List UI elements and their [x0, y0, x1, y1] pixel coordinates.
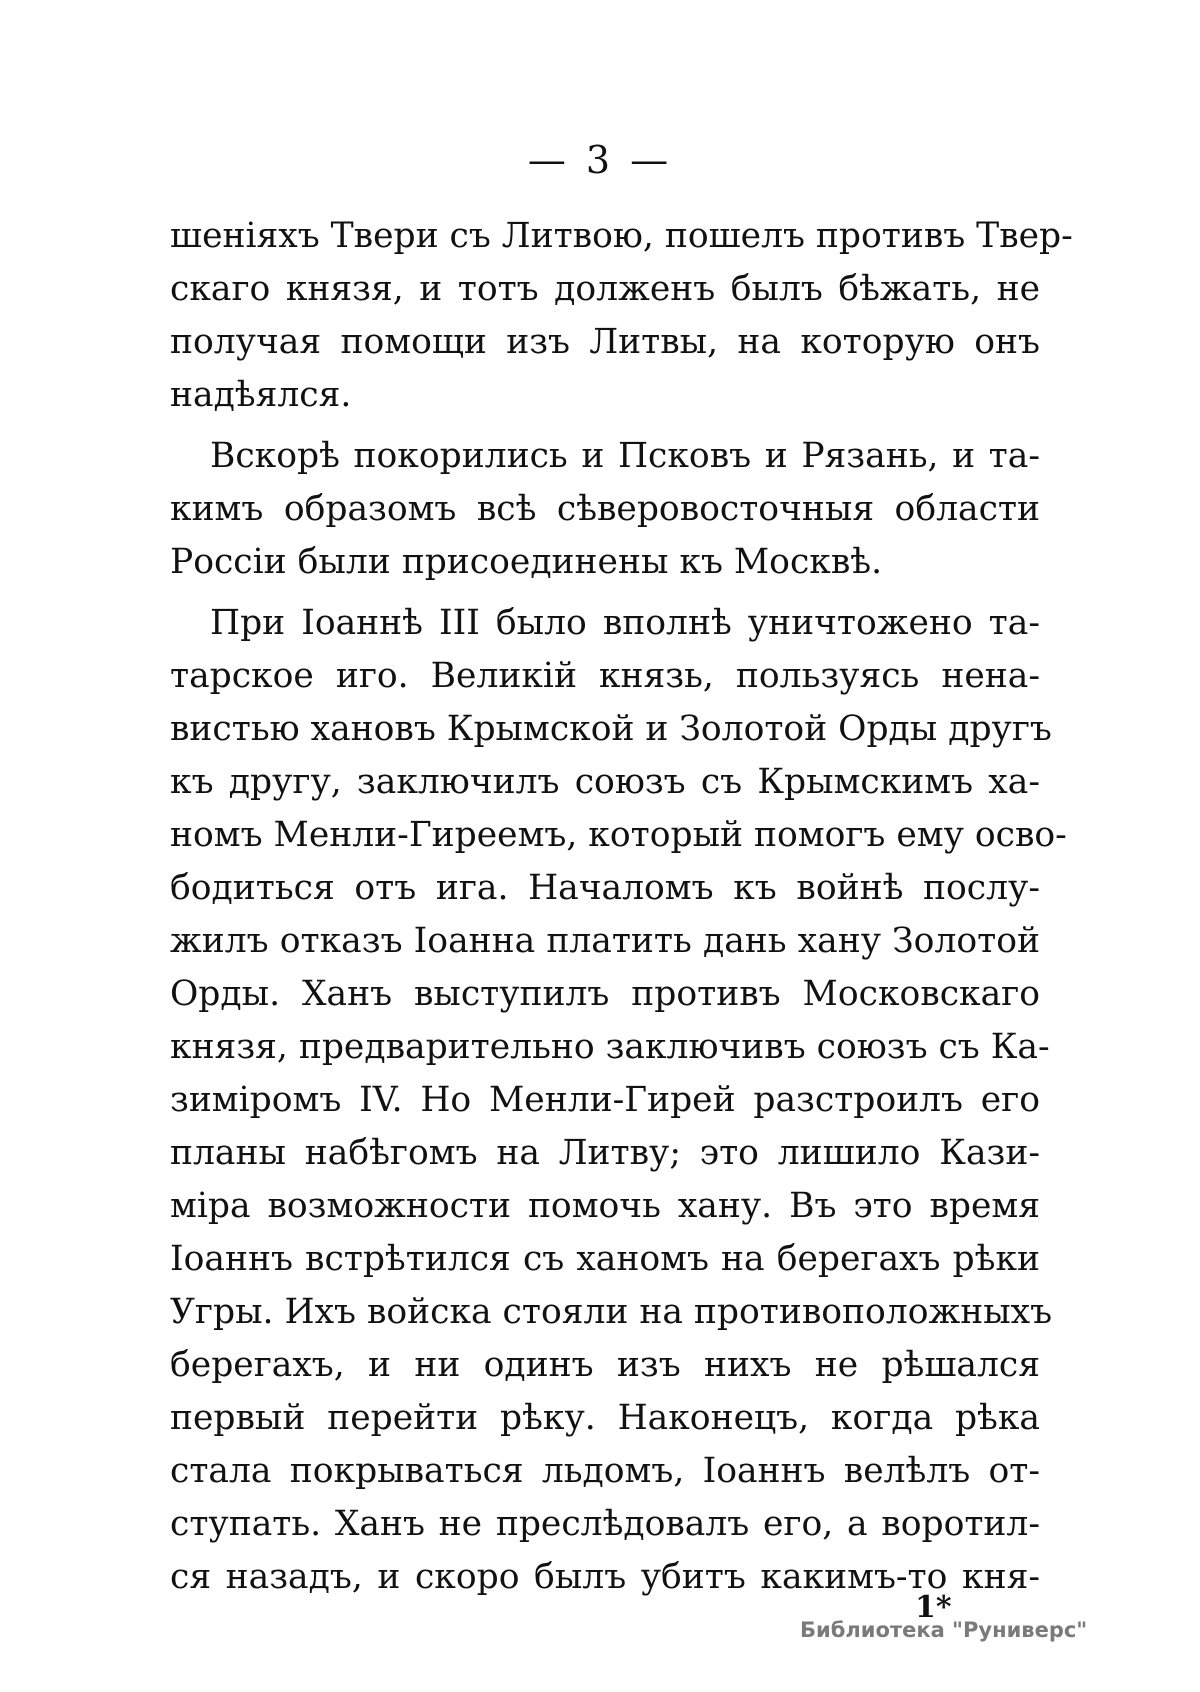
text-line: Іоаннъ встрѣтился съ ханомъ на берегахъ рѣки	[170, 1239, 1040, 1279]
text-line: планы набѣгомъ на Литву; это лишило Кази-	[170, 1133, 1040, 1173]
text-line: ступать. Ханъ не преслѣдовалъ его, а воротил-	[170, 1504, 1040, 1544]
text-line: князя, предварительно заключивъ союзъ съ Ка-	[170, 1027, 1050, 1067]
text-line: Вскорѣ покорились и Псковъ и Рязань, и та-	[210, 436, 1040, 476]
text-line: бодиться отъ ига. Началомъ къ войнѣ послу-	[170, 868, 1040, 908]
text-line: кимъ образомъ всѣ сѣверовосточныя области	[170, 489, 1040, 529]
text-line: Угры. Ихъ войска стояли на противоположныхъ	[170, 1292, 1053, 1332]
text-line: зиміромъ IV. Но Менли-Гирей разстроилъ его	[170, 1080, 1040, 1120]
text-line: номъ Менли-Гиреемъ, который помогъ ему осво-	[170, 815, 1067, 855]
text-line: первый перейти рѣку. Наконецъ, когда рѣка	[170, 1398, 1040, 1438]
text-line: вистью хановъ Крымской и Золотой Орды другъ	[170, 709, 1052, 749]
text-line: получая помощи изъ Литвы, на которую онъ	[170, 322, 1040, 362]
page-number: — 3 —	[527, 138, 673, 182]
text-line: тарское иго. Великій князь, пользуясь нена-	[170, 656, 1040, 696]
paragraph	[170, 430, 1040, 589]
paragraph	[170, 210, 1073, 422]
text-line: жилъ отказъ Іоанна платить дань хану Золотой	[170, 921, 1040, 961]
text-line: берегахъ, и ни одинъ изъ нихъ не рѣшался	[170, 1345, 1040, 1385]
library-watermark: Библиотека "Руниверс"	[800, 1618, 1088, 1642]
text-line: ся назадъ, и скоро былъ убитъ какимъ-то кня-	[170, 1557, 1040, 1597]
text-line: Орды. Ханъ выступилъ противъ Московскаго	[170, 974, 1040, 1014]
paragraph	[170, 597, 1067, 1604]
text-line: стала покрываться льдомъ, Іоаннъ велѣлъ от-	[170, 1451, 1040, 1491]
text-line: скаго князя, и тотъ долженъ былъ бѣжать, не	[170, 269, 1040, 309]
text-line: Россіи были присоединены къ Москвѣ.	[170, 542, 883, 582]
text-line: шеніяхъ Твери съ Литвою, пошелъ противъ Твер-	[170, 216, 1073, 256]
signature-mark: 1*	[915, 1590, 952, 1625]
text-line: міра возможности помочь хану. Въ это время	[170, 1186, 1040, 1226]
page-body	[170, 210, 1073, 1604]
text-line: надѣялся.	[170, 375, 352, 415]
text-line: При Іоаннѣ III было вполнѣ уничтожено та-	[210, 603, 1040, 643]
text-line: къ другу, заключилъ союзъ съ Крымскимъ ха-	[170, 762, 1040, 802]
